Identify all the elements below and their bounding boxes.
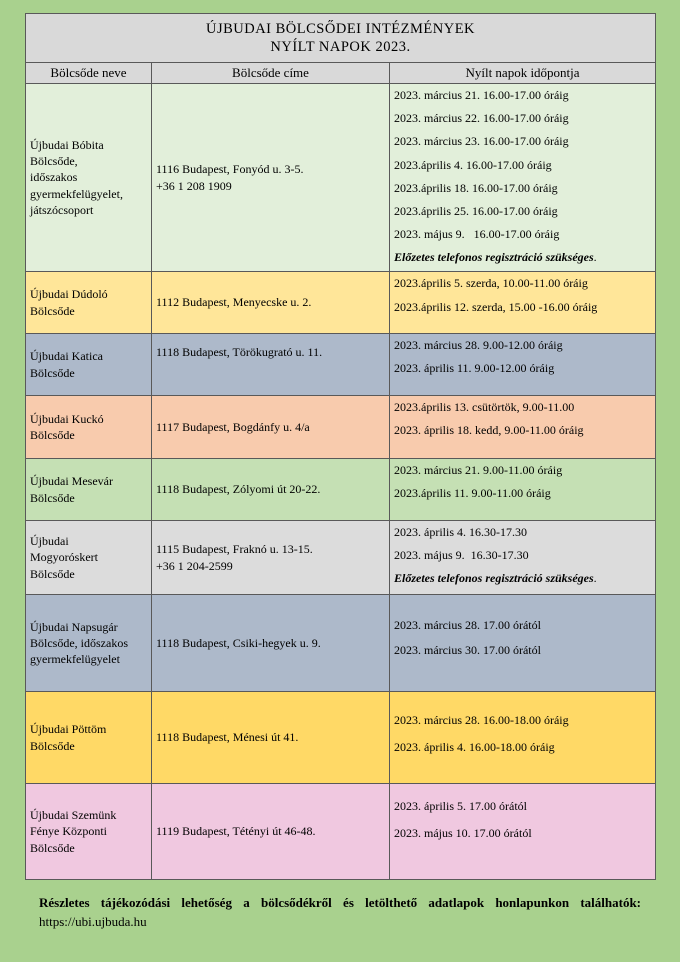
- nursery-address-cell: [152, 84, 390, 272]
- open-day-slot: 2023. március 28. 17.00 órától: [394, 618, 541, 632]
- open-day-slot: 2023. április 5. 17.00 órától: [394, 799, 527, 813]
- nursery-name-line: Bölcsőde: [30, 303, 75, 318]
- nursery-name-cell: [26, 595, 152, 692]
- nursery-address-cell: [152, 692, 390, 784]
- nursery-name-line: időszakos: [30, 170, 78, 185]
- footer-note: [25, 894, 655, 932]
- table-row: [26, 784, 656, 880]
- open-day-slot: 2023. május 9. 16.30-17.30: [394, 548, 529, 563]
- table-row: [26, 595, 656, 692]
- nursery-address-cell: [152, 784, 390, 880]
- nursery-name-line: Bölcsőde: [30, 428, 75, 442]
- nursery-name-cell: [26, 784, 152, 880]
- table-row: [26, 459, 656, 521]
- nursery-address-cell: [152, 334, 390, 396]
- nursery-name-line: Újbudai Napsugár: [30, 619, 118, 634]
- nursery-address-cell: [152, 272, 390, 334]
- table-row: [26, 692, 656, 784]
- nursery-name-line: Újbudai Szemünk: [30, 808, 117, 823]
- open-day-slot: 2023. március 30. 17.00 órától: [394, 643, 541, 658]
- nursery-name-line: Bölcsőde: [30, 490, 75, 505]
- nursery-name-line: Bölcsőde: [30, 566, 75, 581]
- open-day-slot: 2023. április 18. kedd, 9.00-11.00 óráig: [394, 423, 584, 438]
- nursery-name-cell: [26, 459, 152, 521]
- nursery-table: [25, 13, 656, 880]
- nursery-name-line: játszócsoport: [30, 202, 94, 217]
- open-days-cell: [390, 692, 656, 784]
- open-days-cell: [390, 84, 656, 272]
- open-day-slot: 2023.április 18. 16.00-17.00 óráig: [394, 180, 558, 195]
- document-sheet: [25, 13, 655, 932]
- nursery-name-line: Bölcsőde, időszakos: [30, 635, 128, 650]
- table-row: [26, 396, 656, 459]
- table-body: [26, 84, 656, 880]
- open-day-slot: 2023.április 4. 16.00-17.00 óráig: [394, 157, 552, 172]
- open-day-slot: 2023.április 13. csütörtök, 9.00-11.00: [394, 400, 575, 414]
- nursery-address-line: 1119 Budapest, Tétényi út 46-48.: [156, 824, 316, 839]
- nursery-name-line: Bölcsőde: [30, 840, 75, 855]
- open-day-slot: 2023.április 12. szerda, 15.00 -16.00 óráig: [394, 300, 598, 315]
- nursery-address-line: 1118 Budapest, Törökugrató u. 11.: [156, 345, 323, 359]
- open-day-slot: 2023. május 10. 17.00 órától: [394, 826, 532, 841]
- nursery-address-line: 1118 Budapest, Csiki-hegyek u. 9.: [156, 635, 321, 650]
- nursery-name-line: Újbudai Bóbita: [30, 138, 104, 153]
- footer-bold-text: Részletes tájékozódási lehetőség a bölcsődékről és letölthető adatlapok honlapunkon találhatók:: [39, 895, 641, 910]
- open-day-slot: 2023. március 28. 16.00-18.00 óráig: [394, 713, 569, 727]
- registration-note: [394, 249, 651, 265]
- header-address: Bölcsőde címe: [152, 63, 390, 84]
- nursery-name-line: Mogyoróskert: [30, 550, 98, 565]
- nursery-name-cell: [26, 692, 152, 784]
- nursery-name-line: Újbudai Katica: [30, 349, 103, 364]
- registration-note: [394, 570, 651, 586]
- open-days-cell: [390, 396, 656, 459]
- nursery-name-cell: [26, 84, 152, 272]
- nursery-address-line: 1118 Budapest, Ménesi út 41.: [156, 730, 299, 745]
- open-days-cell: [390, 459, 656, 521]
- open-day-slot: 2023. március 21. 9.00-11.00 óráig: [394, 463, 563, 477]
- open-day-slot: 2023. március 22. 16.00-17.00 óráig: [394, 111, 569, 126]
- nursery-name-line: Bölcsőde: [30, 365, 75, 380]
- nursery-address-line: 1116 Budapest, Fonyód u. 3-5.: [156, 162, 304, 177]
- nursery-name-line: Újbudai Pöttöm: [30, 722, 107, 737]
- open-day-slot: 2023. március 28. 9.00-12.00 óráig: [394, 338, 563, 352]
- title-line-2: NYÍLT NAPOK 2023.: [270, 39, 411, 55]
- table-row: [26, 334, 656, 396]
- registration-note-period: .: [593, 250, 597, 265]
- nursery-name-line: gyermekfelügyelet,: [30, 186, 123, 201]
- open-day-slot: 2023.április 5. szerda, 10.00-11.00 óráig: [394, 276, 588, 290]
- open-day-slot: 2023. április 4. 16.00-18.00 óráig: [394, 740, 555, 755]
- nursery-name-cell: [26, 272, 152, 334]
- header-name: Bölcsőde neve: [26, 63, 152, 84]
- nursery-name-cell: [26, 396, 152, 459]
- nursery-name-line: Újbudai Kuckó: [30, 411, 104, 426]
- open-day-slot: 2023.április 11. 9.00-11.00 óráig: [394, 486, 551, 501]
- nursery-address-cell: [152, 459, 390, 521]
- nursery-name-line: Újbudai Dúdoló: [30, 287, 108, 302]
- open-days-cell: [390, 595, 656, 692]
- nursery-address-line: +36 1 208 1909: [156, 178, 232, 193]
- nursery-address-cell: [152, 595, 390, 692]
- nursery-address-line: 1112 Budapest, Menyecske u. 2.: [156, 295, 312, 310]
- title-line-1: ÚJBUDAI BÖLCSŐDEI INTÉZMÉNYEK: [205, 20, 476, 37]
- nursery-name-line: Újbudai Mesevár: [30, 474, 113, 489]
- nursery-address-line: 1118 Budapest, Zólyomi út 20-22.: [156, 482, 321, 497]
- open-day-slot: 2023. május 9. 16.00-17.00 óráig: [394, 227, 560, 242]
- nursery-address-line: 1117 Budapest, Bogdánfy u. 4/a: [156, 419, 310, 434]
- nursery-name-line: gyermekfelügyelet: [30, 652, 120, 667]
- registration-note-period: .: [593, 571, 597, 586]
- table-title: [26, 14, 656, 63]
- registration-note-text: Előzetes telefonos regisztráció szükséges: [394, 250, 594, 265]
- open-days-cell: [390, 334, 656, 396]
- nursery-name-line: Újbudai: [30, 534, 69, 549]
- nursery-address-cell: [152, 396, 390, 459]
- nursery-name-line: Bölcsőde: [30, 738, 75, 753]
- table-row: [26, 84, 656, 272]
- open-days-cell: [390, 784, 656, 880]
- nursery-address-line: +36 1 204-2599: [156, 558, 233, 573]
- nursery-name-line: Fénye Központi: [30, 824, 107, 839]
- open-days-cell: [390, 521, 656, 595]
- open-day-slot: 2023.április 25. 16.00-17.00 óráig: [394, 203, 558, 218]
- nursery-name-cell: [26, 334, 152, 396]
- registration-note-text: Előzetes telefonos regisztráció szükséges: [394, 571, 594, 586]
- open-day-slot: 2023. március 21. 16.00-17.00 óráig: [394, 88, 569, 102]
- table-row: [26, 521, 656, 595]
- nursery-name-line: Bölcsőde,: [30, 154, 78, 169]
- header-open-days: Nyílt napok időpontja: [390, 63, 656, 84]
- open-day-slot: 2023. március 23. 16.00-17.00 óráig: [394, 134, 569, 149]
- table-row: [26, 272, 656, 334]
- nursery-address-line: 1115 Budapest, Fraknó u. 13-15.: [156, 542, 313, 557]
- nursery-address-cell: [152, 521, 390, 595]
- open-days-cell: [390, 272, 656, 334]
- nursery-name-cell: [26, 521, 152, 595]
- open-day-slot: 2023. április 11. 9.00-12.00 óráig: [394, 361, 555, 376]
- open-day-slot: 2023. április 4. 16.30-17.30: [394, 525, 527, 539]
- footer-link[interactable]: https://ubi.ujbuda.hu: [39, 913, 147, 929]
